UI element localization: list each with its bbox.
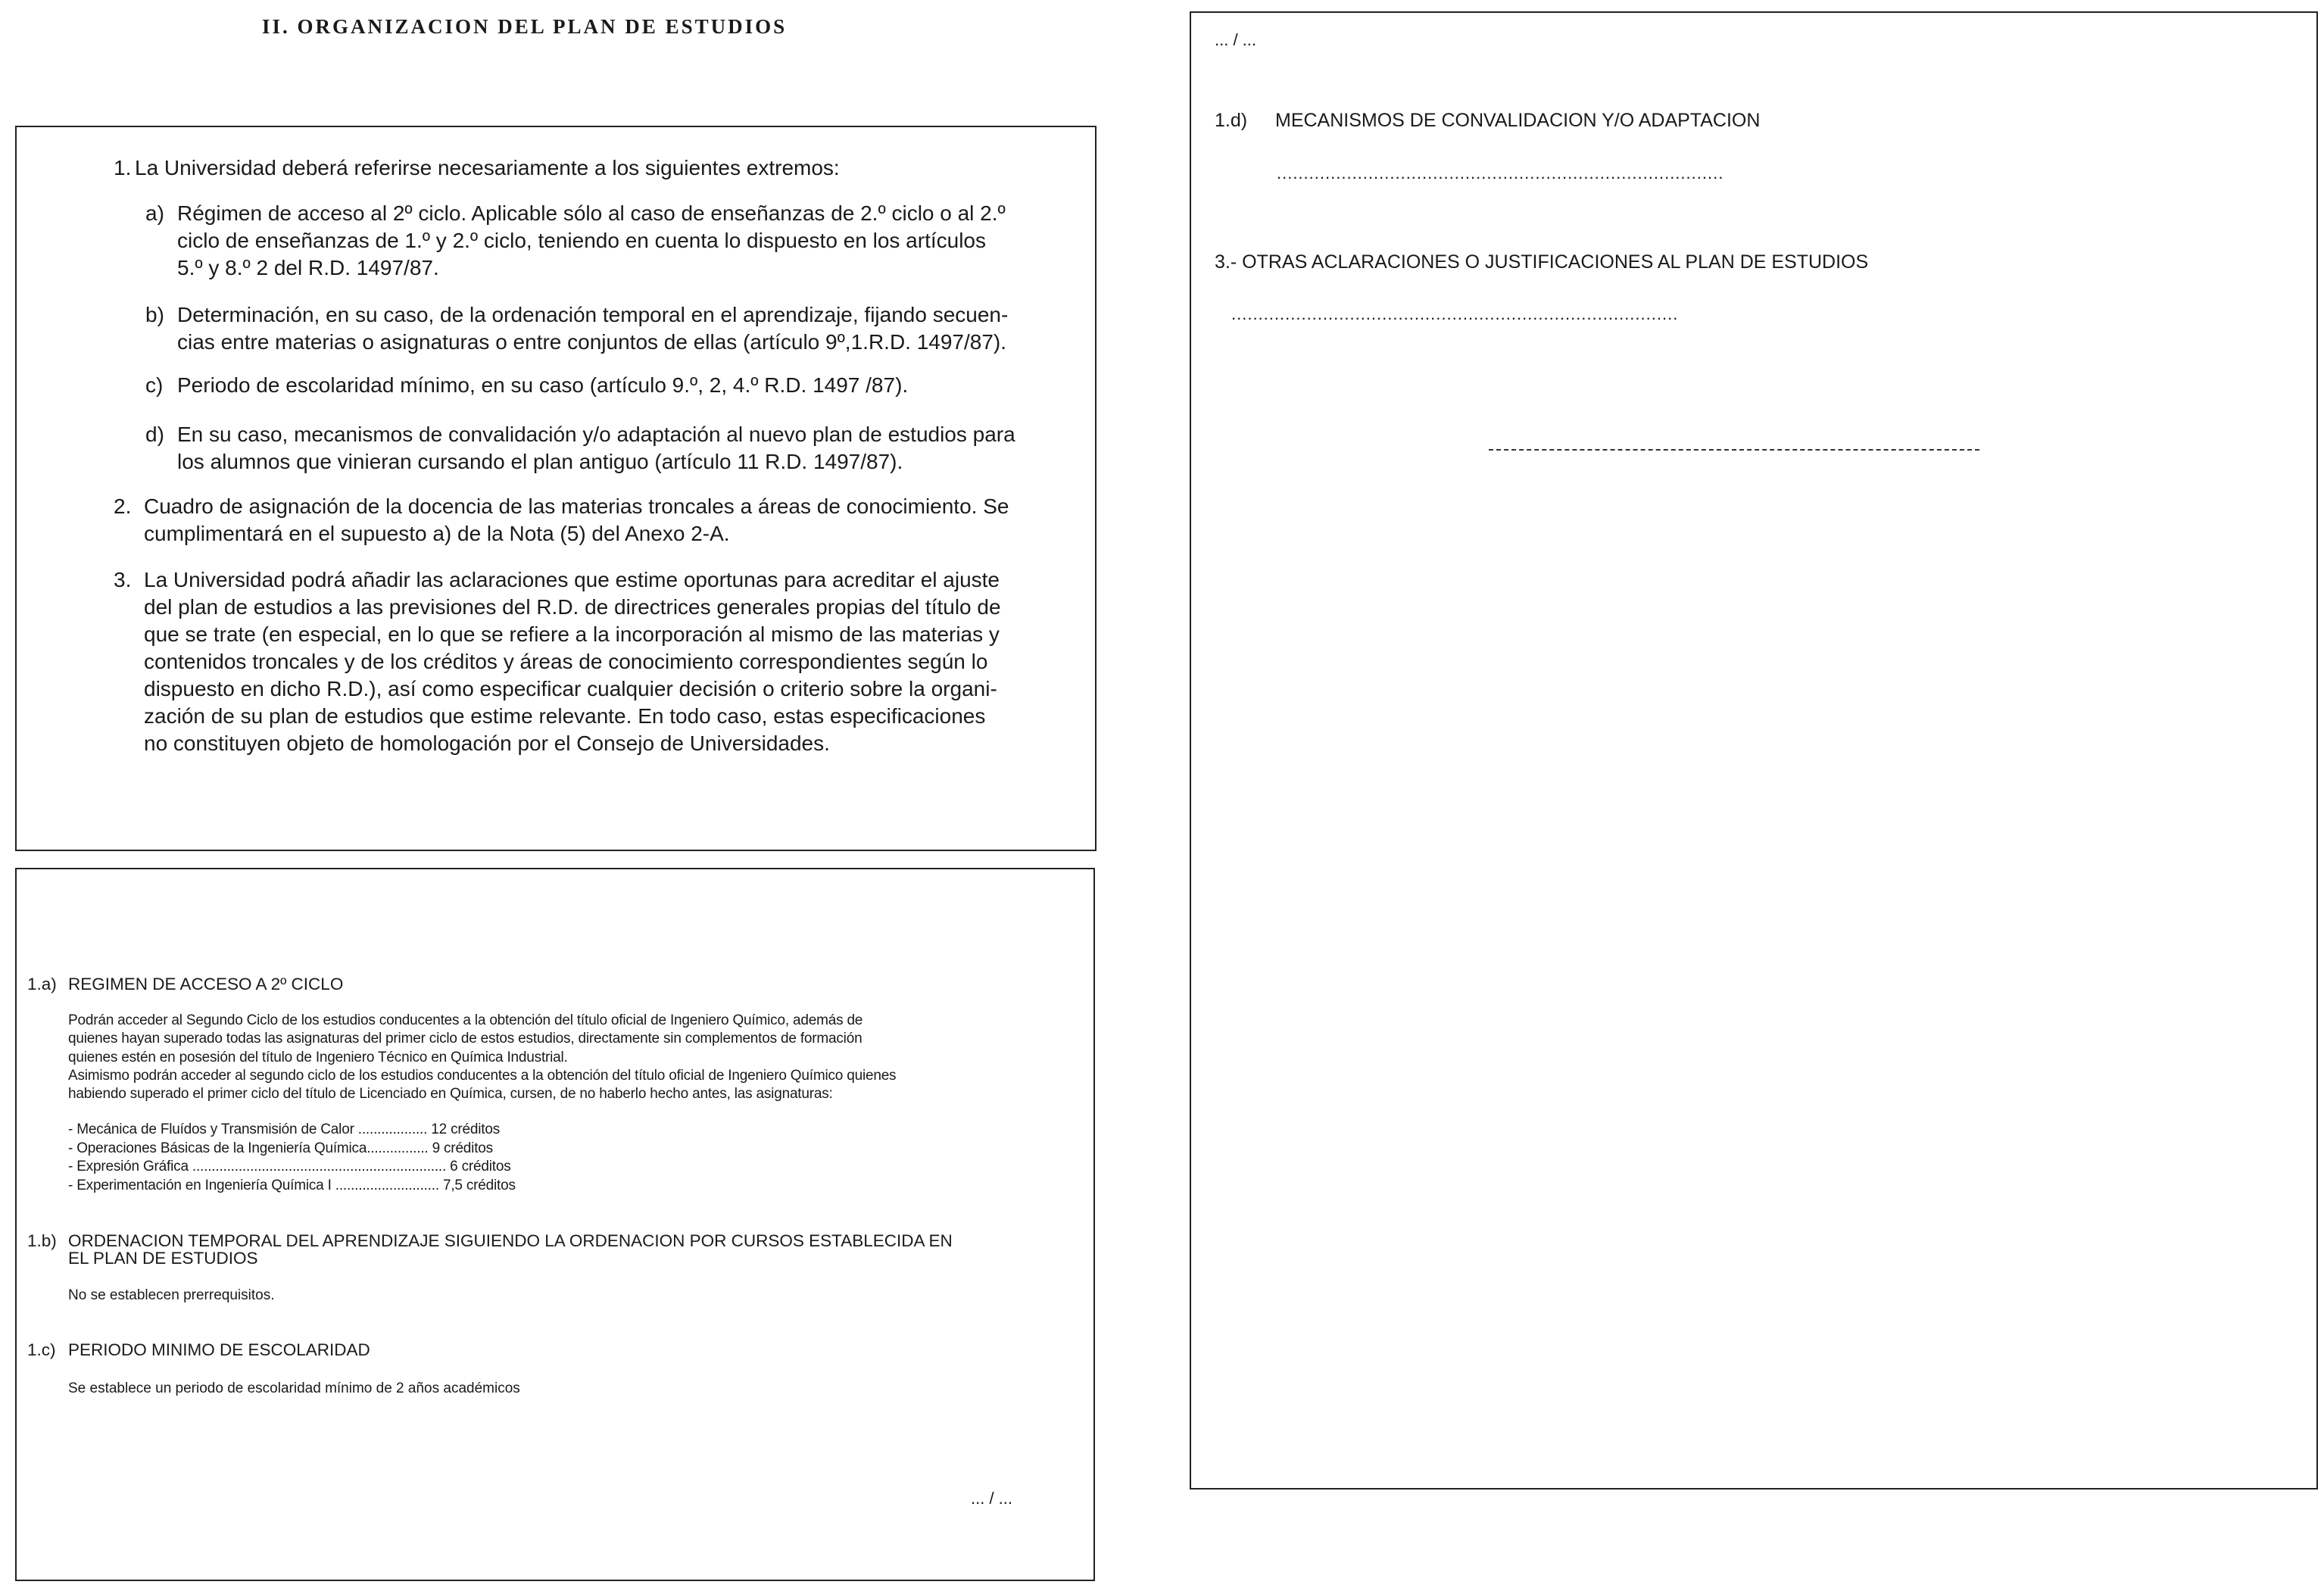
instruction-point-3-line: dispuesto en dicho R.D.), así como especificar cualquier decisión o criterio sobre la organi- xyxy=(144,677,997,700)
section-c-label: 1.c) xyxy=(27,1340,56,1359)
instruction-intro: La Universidad deberá referirse necesariamente a los siguientes extremos: xyxy=(135,156,840,179)
section-a-line: quienes hayan superado todas las asignaturas del primer ciclo de estos estudios, directamente sin complementos de formación xyxy=(68,1031,863,1047)
instruction-point-3-line: La Universidad podrá añadir las aclaraciones que estime oportunas para acreditar el ajuste xyxy=(144,568,1000,591)
section-a-line: quienes estén en posesión del título de Ingeniero Técnico en Química Industrial. xyxy=(68,1049,568,1065)
instruction-item-line: 5.º y 8.º 2 del R.D. 1497/87. xyxy=(177,256,439,279)
instruction-item-label: b) xyxy=(145,303,164,326)
section-a-line: Asimismo podrán acceder al segundo ciclo de los estudios conducentes a la obtención del título oficial de Ingeniero Químico quienes xyxy=(68,1067,897,1084)
instruction-point-2-line: Cuadro de asignación de la docencia de las materias troncales a áreas de conocimiento. Se xyxy=(144,494,1009,518)
subject-row: - Experimentación en Ingeniería Química I ........................... 7,5 créditos xyxy=(68,1177,516,1193)
instruction-point-3-number: 3. xyxy=(114,568,132,591)
separator-line xyxy=(1489,449,1979,451)
instruction-point-2-number: 2. xyxy=(114,494,132,518)
section-c-text: Se establece un periodo de escolaridad mínimo de 2 años académicos xyxy=(68,1380,520,1396)
page-title: II. ORGANIZACION DEL PLAN DE ESTUDIOS xyxy=(262,15,788,38)
section-3-heading: 3.- OTRAS ACLARACIONES O JUSTIFICACIONES AL PLAN DE ESTUDIOS xyxy=(1215,251,1869,273)
instruction-point-3-line: contenidos troncales y de los créditos y áreas de conocimiento correspondientes según lo xyxy=(144,650,988,673)
section-box-right xyxy=(1190,11,2318,1490)
section-d-label: 1.d) xyxy=(1215,110,1248,131)
section-a-heading: REGIMEN DE ACCESO A 2º CICLO xyxy=(68,975,344,994)
instruction-point-3-line: zación de su plan de estudios que estime relevante. En todo caso, estas especificaciones xyxy=(144,704,986,728)
section-d-heading: MECANISMOS DE CONVALIDACION Y/O ADAPTACION xyxy=(1275,110,1761,131)
section-3-dots: ................................................................................... xyxy=(1231,304,1679,323)
instruction-point-3-line: del plan de estudios a las previsiones del R.D. de directrices generales propias del título de xyxy=(144,595,1001,619)
section-b-heading-2: EL PLAN DE ESTUDIOS xyxy=(68,1249,258,1268)
section-b-label: 1.b) xyxy=(27,1231,57,1250)
instruction-point-2-line: cumplimentará en el supuesto a) de la Nota (5) del Anexo 2-A. xyxy=(144,522,730,545)
subject-row: - Expresión Gráfica .................................................................. 6 créditos xyxy=(68,1159,511,1174)
continued-marker-top: ... / ... xyxy=(1215,30,1257,49)
section-a-line: Podrán acceder al Segundo Ciclo de los estudios conducentes a la obtención del título oficial de Ingeniero Químico, además de xyxy=(68,1012,863,1028)
instruction-item-line: Determinación, en su caso, de la ordenación temporal en el aprendizaje, fijando secuen- xyxy=(177,303,1009,326)
subject-row: - Mecánica de Fluídos y Transmisión de Calor .................. 12 créditos xyxy=(68,1121,501,1137)
section-b-heading-1: ORDENACION TEMPORAL DEL APRENDIZAJE SIGUIENDO LA ORDENACION POR CURSOS ESTABLECIDA EN xyxy=(68,1231,953,1250)
instruction-point-3-line: no constituyen objeto de homologación por el Consejo de Universidades. xyxy=(144,731,830,755)
instruction-item-line: En su caso, mecanismos de convalidación y/o adaptación al nuevo plan de estudios para xyxy=(177,423,1015,446)
instruction-item-label: a) xyxy=(145,201,164,225)
instruction-point-3-line: que se trate (en especial, en lo que se refiere a la incorporación al mismo de las materias y xyxy=(144,622,1000,646)
section-b-text: No se establecen prerrequisitos. xyxy=(68,1287,275,1303)
instruction-item-label: d) xyxy=(145,423,164,446)
section-a-line: habiendo superado el primer ciclo del título de Licenciado en Química, cursen, de no haberlo hecho antes, las asignaturas: xyxy=(68,1086,833,1103)
section-a-label: 1.a) xyxy=(27,975,57,994)
instruction-item-line: ciclo de enseñanzas de 1.º y 2.º ciclo, teniendo en cuenta lo dispuesto en los artículos xyxy=(177,229,987,252)
instruction-item-line: cias entre materias o asignaturas o entre conjuntos de ellas (artículo 9º,1.R.D. 1497/87). xyxy=(177,330,1007,354)
instruction-number: 1. xyxy=(114,156,132,179)
continued-marker-bottom: ... / ... xyxy=(971,1489,1013,1508)
section-d-dots: ................................................................................... xyxy=(1277,164,1724,182)
instruction-item-line: Periodo de escolaridad mínimo, en su caso (artículo 9.º, 2, 4.º R.D. 1497 /87). xyxy=(177,373,909,397)
subject-row: - Operaciones Básicas de la Ingeniería Química................ 9 créditos xyxy=(68,1140,493,1156)
instruction-item-line: los alumnos que vinieran cursando el plan antiguo (artículo 11 R.D. 1497/87). xyxy=(177,450,903,473)
section-c-heading: PERIODO MINIMO DE ESCOLARIDAD xyxy=(68,1340,370,1359)
instruction-item-label: c) xyxy=(145,373,164,397)
instruction-item-line: Régimen de acceso al 2º ciclo. Aplicable sólo al caso de enseñanzas de 2.º ciclo o al 2.º xyxy=(177,201,1006,225)
